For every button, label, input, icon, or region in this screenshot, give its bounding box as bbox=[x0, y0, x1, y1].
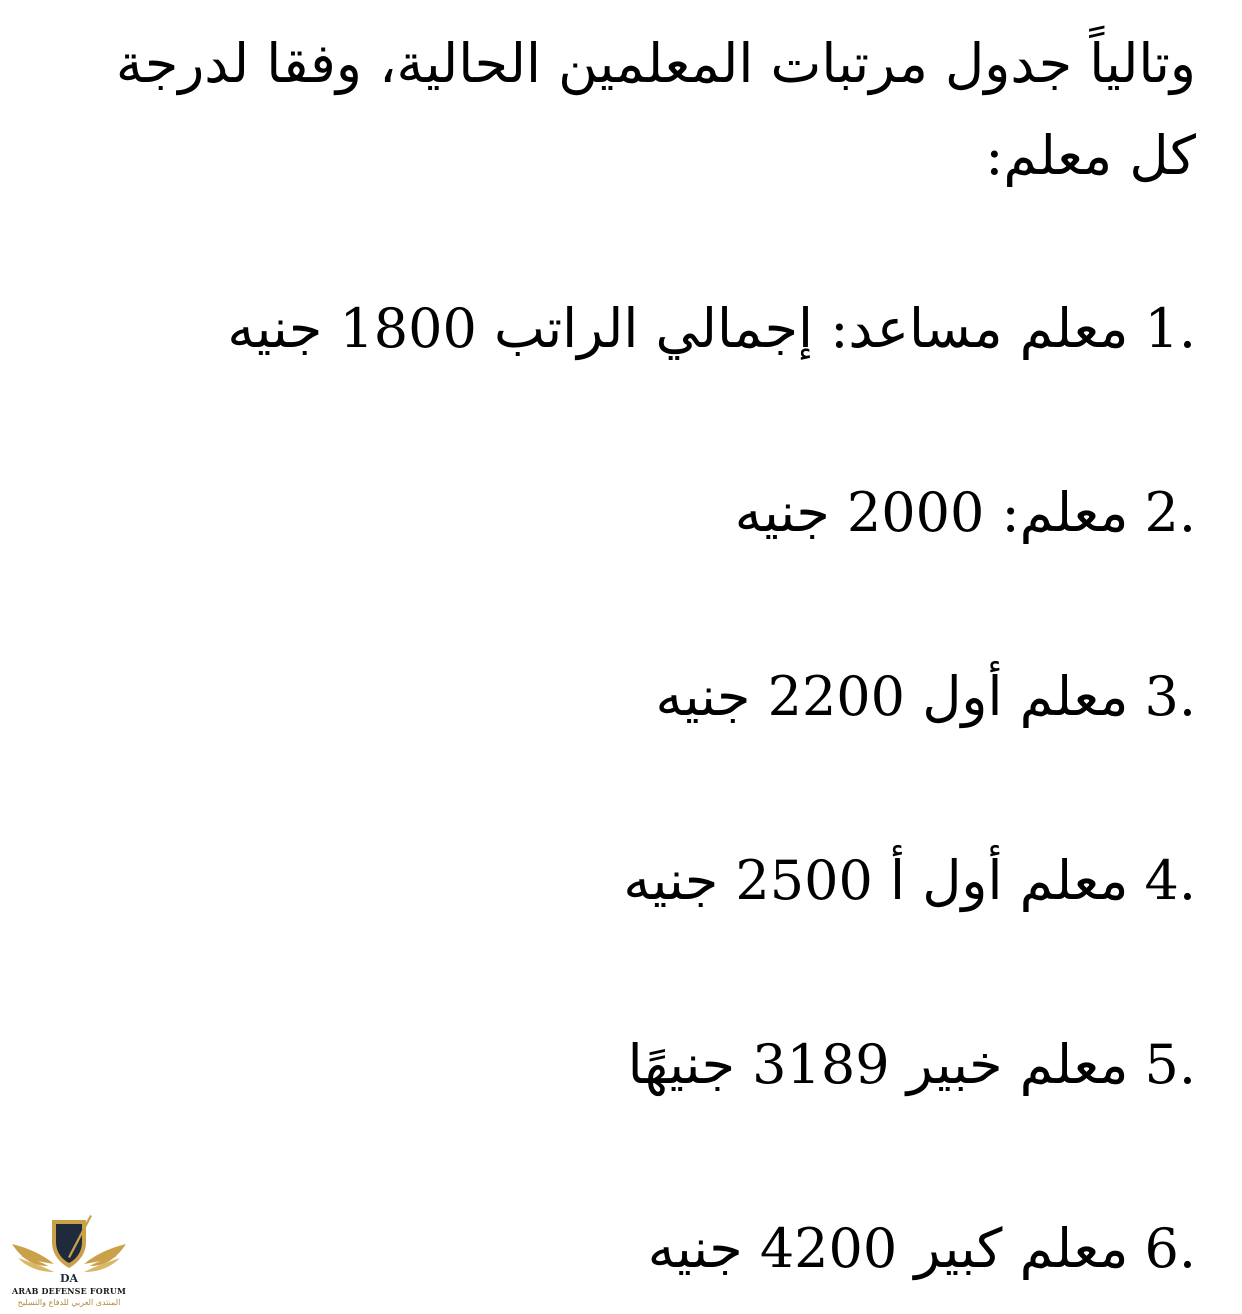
watermark-name-en: ARAB DEFENSE FORUM bbox=[11, 1286, 127, 1296]
list-item bbox=[628, 1030, 1196, 1100]
list-item bbox=[623, 846, 1196, 916]
intro-paragraph: وتالياً جدول مرتبات المعلمين الحالية، وفقا لدرجة كل معلم: bbox=[115, 32, 1196, 187]
forum-watermark bbox=[8, 1214, 130, 1312]
list-item-number: 5. bbox=[1144, 1033, 1196, 1096]
list-item bbox=[735, 478, 1196, 548]
list-item-text: معلم أول أ 2500 جنيه bbox=[623, 849, 1129, 912]
list-item-number: 3. bbox=[1144, 665, 1196, 728]
list-item-text: معلم مساعد: إجمالي الراتب 1800 جنيه bbox=[227, 297, 1129, 360]
list-item-text: معلم كبير 4200 جنيه bbox=[647, 1217, 1129, 1280]
list-item-text: معلم خبير 3189 جنيهًا bbox=[627, 1033, 1129, 1096]
list-item bbox=[656, 662, 1197, 732]
list-item-number: 1. bbox=[1144, 297, 1196, 360]
list-item-text: معلم أول 2200 جنيه bbox=[655, 665, 1129, 728]
list-item-number: 6. bbox=[1144, 1217, 1196, 1280]
logo-letters: DA bbox=[59, 1272, 79, 1285]
list-item bbox=[648, 1214, 1196, 1284]
list-item-number: 2. bbox=[1144, 481, 1196, 544]
list-item-number: 4. bbox=[1144, 849, 1196, 912]
list-item-text: معلم: 2000 جنيه bbox=[734, 481, 1129, 544]
watermark-name-ar: المنتدى العربي للدفاع والتسليح bbox=[17, 1298, 121, 1307]
list-item bbox=[227, 294, 1196, 364]
shield-wings-logo-icon bbox=[8, 1214, 130, 1286]
